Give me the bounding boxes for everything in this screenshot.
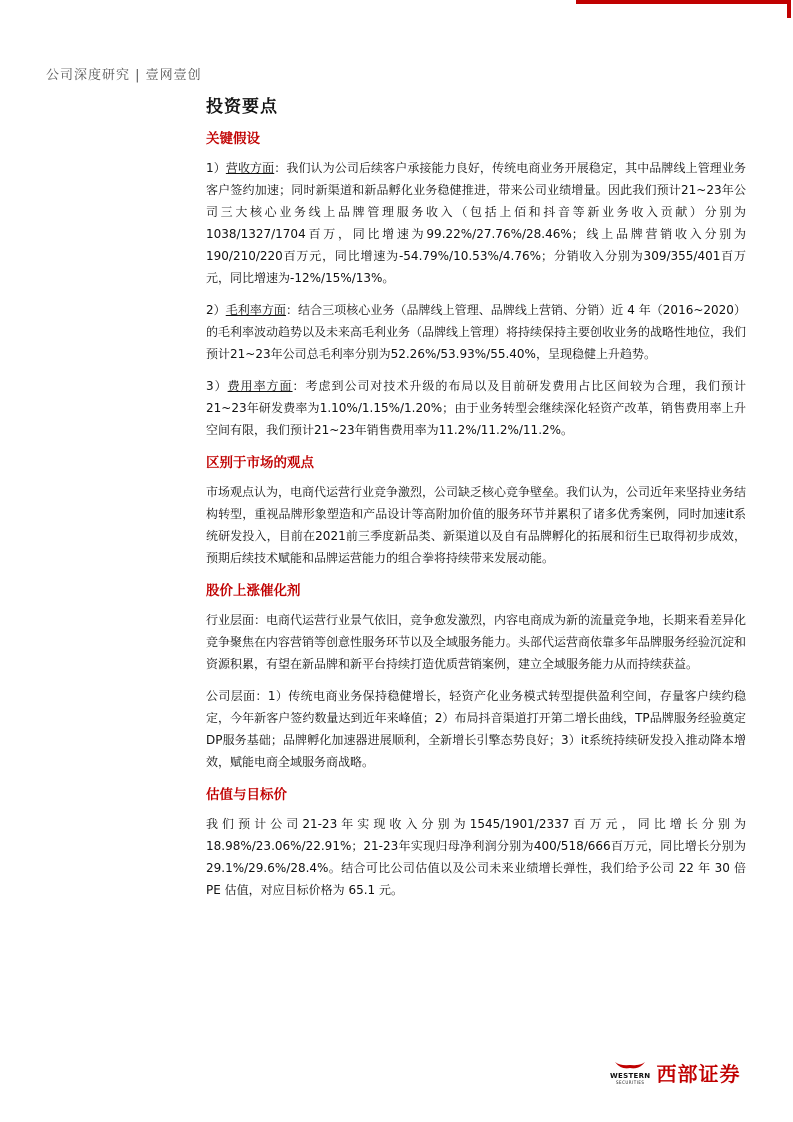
section-title-valuation: 估值与目标价 xyxy=(206,787,287,803)
breadcrumb: 公司深度研究 | 壹网壹创 xyxy=(46,68,202,83)
paragraph-expense-rate xyxy=(206,375,746,441)
paragraph-revenue xyxy=(206,157,746,289)
paragraph-label: 3） xyxy=(206,379,228,393)
paragraph-body: ：结合三项核心业务（品牌线上管理、品牌线上营销、分销）近 4 年（2016~2020）的毛利率波动趋势以及未来高毛利业务（品牌线上管理）将持续保持主要创收业务的战略性地位，我们预计21~23年公司总毛利率分别为52.26%/53.93%/55.40%，呈现稳健上升趋势。 xyxy=(206,303,747,361)
paragraph-topic: 营收方面 xyxy=(225,161,275,175)
paragraph-market-view: 市场观点认为，电商代运营行业竞争激烈，公司缺乏核心竞争壁垒。我们认为，公司近年来坚持业务结构转型，重视品牌形象塑造和产品设计等高附加价值的服务环节并累积了诸多优秀案例，同时加速it系统研发投入，目前在2021前三季度新品类、新渠道以及自有品牌孵化的拓展和衍生已取得初步成效，预期后续技术赋能和品牌运营能力的组合拳将持续带来发展动能。 xyxy=(206,485,747,565)
bull-horns-icon xyxy=(613,1060,647,1072)
paragraph-valuation: 我们预计公司21-23年实现收入分别为1545/1901/2337百万元，同比增长分别为18.98%/23.06%/22.91%；21-23年实现归母净利润分别为400/518/666百万元，同比增长分别为29.1%/29.6%/28.4%。结合可比公司估值以及公司未来业绩增长弹性，我们给予公司 22 年 30 倍 PE 估值，对应目标价格为 65.1 元。 xyxy=(206,817,746,897)
page-title: 投资要点 xyxy=(206,97,278,117)
logo-chinese: 西部证券 xyxy=(656,1062,741,1086)
section-title-market-view: 区别于市场的观点 xyxy=(206,455,314,471)
paragraph-company-level: 公司层面：1）传统电商业务保持稳健增长，轻资产化业务模式转型提供盈利空间，存量客户续约稳定，今年新客户签约数量达到近年来峰值；2）布局抖音渠道打开第二增长曲线，TP品牌服务经验奠定DP服务基础；品牌孵化加速器进展顺利，全新增长引擎态势良好；3）it系统持续研发投入推动降本增效，赋能电商全域服务商战略。 xyxy=(206,689,746,769)
paragraph-body: ：考虑到公司对技术升级的布局以及目前研发费用占比区间较为合理，我们预计21~23年研发费率为1.10%/1.15%/1.20%；由于业务转型会继续深化轻资产改革，销售费用率上升空间有限，我们预计21~23年销售费用率为11.2%/11.2%/11.2%。 xyxy=(206,379,746,437)
header-accent-line xyxy=(576,0,791,18)
paragraph-label: 2） xyxy=(206,303,226,317)
logo-mark xyxy=(610,1060,650,1085)
section-title-catalysts: 股价上涨催化剂 xyxy=(206,583,301,599)
paragraph-industry-level: 行业层面：电商代运营行业景气依旧，竞争愈发激烈，内容电商成为新的流量竞争地，长期来看差异化竞争聚焦在内容营销等创意性服务环节以及全域服务能力。头部代运营商依靠多年品牌服务经验沉淀和资源积累，有望在新品牌和新平台持续打造优质营销案例，建立全域服务能力从而持续获益。 xyxy=(206,613,747,671)
paragraph-body: ：我们认为公司后续客户承接能力良好，传统电商业务开展稳定，其中品牌线上管理业务客户签约加速；同时新渠道和新品孵化业务稳健推进，带来公司业绩增量。因此我们预计21~23年公司三大核心业务线上品牌管理服务收入（包括上佰和抖音等新业务收入贡献）分别为1038/1327/1704百万，同比增速为99.22%/27.76%/28.46%；线上品牌营销收入分别为190/210/220百万元，同比增速为-54.79%/10.53%/4.76%；分销收入分别为309/355/401百万元，同比增速为-12%/15%/13%。 xyxy=(206,161,746,285)
paragraph-topic: 毛利率方面 xyxy=(225,303,286,317)
section-title-key-assumptions: 关键假设 xyxy=(206,131,260,147)
paragraph-gross-margin xyxy=(206,299,746,365)
paragraph-label: 1） xyxy=(206,161,226,175)
report-body xyxy=(206,92,746,911)
paragraph-topic: 费用率方面 xyxy=(227,379,293,393)
logo-english-sub: SECURITIES xyxy=(616,1080,645,1085)
logo-english: WESTERN xyxy=(610,1072,651,1080)
company-logo xyxy=(610,1058,740,1087)
